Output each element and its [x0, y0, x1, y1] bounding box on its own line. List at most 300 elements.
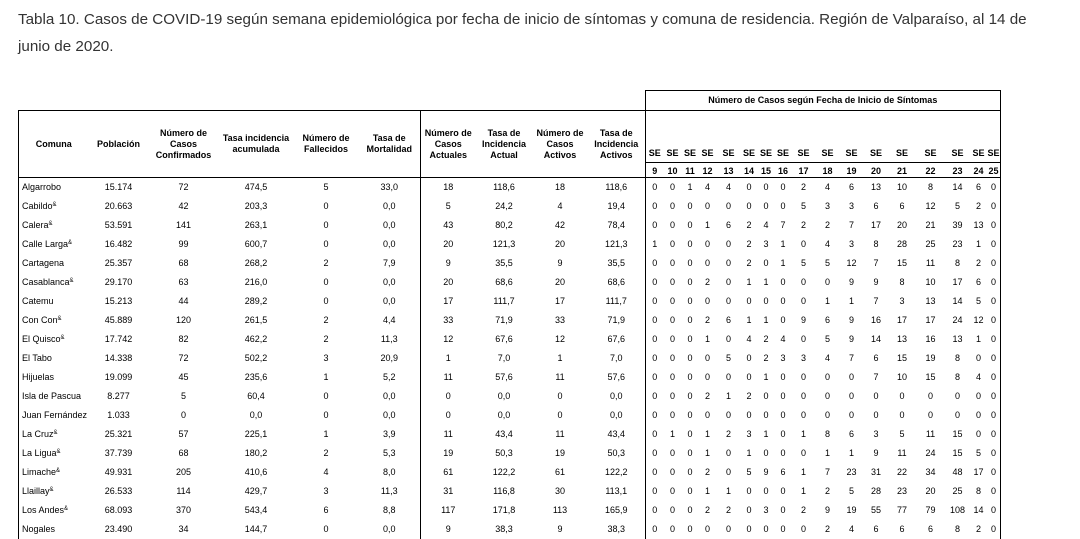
cell-week-count: 4: [848, 524, 854, 534]
cell-week-count: 0: [646, 178, 664, 198]
cell-week-count: 17: [870, 220, 881, 230]
cell-week-count: 0: [848, 372, 854, 382]
cell-fallecidos: 0: [323, 391, 329, 401]
table-row: [19, 311, 1001, 330]
cell-comuna: Llaillay&: [19, 482, 89, 501]
table-caption: Tabla 10. Casos de COVID-19 según semana epidemiológica por fecha de inicio de síntomas y comuna de residencia. Región de Valparaíso, al 14 de junio de 2020.: [18, 11, 1027, 55]
cell-week-count: 0: [704, 258, 710, 268]
cell-tasa-acum: 263,1: [244, 220, 268, 230]
cell-week-count: 7: [873, 258, 879, 268]
cell-week-count: 0: [646, 520, 664, 539]
cell-week-count: 0: [669, 505, 675, 515]
cell-tasa-activos: 7,0: [609, 353, 623, 363]
cell-tasa-actual: 80,2: [495, 220, 513, 230]
cell-week-count: 3: [848, 239, 854, 249]
cell-tasa-acum: 261,5: [244, 315, 268, 325]
cell-week-count: 0: [763, 524, 769, 534]
cell-week-count: 7: [780, 220, 786, 230]
cell-tasa-activos: 71,9: [607, 315, 626, 325]
cell-comuna: Hijuelas: [19, 368, 89, 387]
cell-week-count: 0: [687, 239, 693, 249]
cell-week-count: 0: [646, 254, 664, 273]
cell-activos: 113: [552, 505, 568, 515]
cell-week-count: 0: [646, 273, 664, 292]
cell-week-count: 13: [925, 296, 936, 306]
col-header-activos: Número de Casos Activos: [533, 111, 588, 178]
cell-week-count: 1: [824, 448, 830, 458]
cell-week-count: 14: [952, 296, 963, 306]
cell-week-count: 0: [704, 296, 710, 306]
cell-fallecidos: 2: [323, 334, 329, 344]
cell-week-count: 0: [780, 372, 786, 382]
cell-week-count: 0: [646, 425, 664, 444]
cell-week-count: 5: [899, 429, 905, 439]
cell-week-count: 1: [800, 486, 806, 496]
cell-week-count: 77: [896, 505, 907, 515]
cell-week-count: 2: [746, 258, 752, 268]
cell-tasa-acum: 180,2: [244, 448, 268, 458]
cell-week-count: 5: [824, 258, 830, 268]
cell-week-count: 7: [824, 467, 830, 477]
cell-week-count: 0: [988, 463, 1001, 482]
cell-week-count: 1: [824, 296, 830, 306]
cell-week-count: 0: [988, 444, 1001, 463]
cell-week-count: 0: [725, 258, 731, 268]
cell-week-count: 2: [704, 315, 710, 325]
cell-week-count: 1: [704, 448, 710, 458]
cell-week-count: 0: [687, 372, 693, 382]
cell-confirmados: 72: [178, 353, 189, 363]
cell-week-count: 0: [800, 524, 806, 534]
cell-poblacion: 23.490: [104, 524, 133, 534]
cell-week-count: 0: [763, 448, 769, 458]
cell-week-count: 28: [870, 486, 881, 496]
cell-week-count: 0: [899, 410, 905, 420]
cell-week-count: 0: [824, 372, 830, 382]
cell-week-count: 0: [646, 292, 664, 311]
col-header-actuales: Número de Casos Actuales: [421, 111, 476, 178]
cell-week-count: 0: [646, 463, 664, 482]
cell-week-count: 0: [725, 334, 731, 344]
cell-week-count: 0: [988, 501, 1001, 520]
cell-actuales: 18: [421, 178, 476, 198]
cell-tasa-acum: 268,2: [244, 258, 268, 268]
cell-week-count: 20: [896, 220, 907, 230]
cell-week-count: 0: [704, 524, 710, 534]
week-se-label: SE: [889, 111, 916, 163]
cell-week-count: 1: [848, 448, 854, 458]
cell-week-count: 0: [800, 391, 806, 401]
cell-tasa-activos: 43,4: [607, 429, 626, 439]
cell-comuna: Algarrobo: [19, 178, 89, 198]
cell-week-count: 17: [925, 315, 936, 325]
week-number-header: 14: [741, 163, 758, 178]
cell-week-count: 1: [763, 277, 769, 287]
week-se-label: SE: [741, 111, 758, 163]
cell-confirmados: 68: [178, 448, 189, 458]
cell-confirmados: 205: [175, 467, 192, 477]
cell-week-count: 0: [873, 410, 879, 420]
cell-week-count: 0: [800, 296, 806, 306]
col-header-comuna: Comuna: [19, 111, 89, 178]
cell-week-count: 0: [669, 486, 675, 496]
cell-fallecidos: 1: [323, 429, 329, 439]
cell-activos: 19: [554, 448, 565, 458]
cell-fallecidos: 4: [323, 467, 329, 477]
cell-week-count: 0: [687, 353, 693, 363]
cell-week-count: 0: [848, 410, 854, 420]
week-se-label: SE: [758, 111, 775, 163]
cell-week-count: 2: [725, 505, 731, 515]
cell-week-count: 11: [897, 448, 907, 458]
cell-week-count: 16: [870, 315, 881, 325]
comuna-footnote-mark: &: [56, 468, 61, 474]
cell-week-count: 6: [848, 429, 854, 439]
cell-week-count: 0: [687, 258, 693, 268]
week-number-header: 23: [946, 163, 970, 178]
cell-week-count: 0: [687, 201, 693, 211]
cell-tasa-actual: 7,0: [497, 353, 511, 363]
cell-week-count: 0: [687, 524, 693, 534]
cell-week-count: 0: [669, 353, 675, 363]
cell-week-count: 15: [896, 353, 907, 363]
cell-mortalidad: 0,0: [382, 239, 396, 249]
cell-week-count: 6: [780, 467, 786, 477]
cell-week-count: 6: [824, 315, 830, 325]
cell-week-count: 0: [927, 410, 933, 420]
cell-activos: 1: [557, 353, 563, 363]
cell-mortalidad: 3,9: [382, 429, 396, 439]
week-number-header: 24: [970, 163, 988, 178]
cell-week-count: 48: [952, 467, 963, 477]
cell-tasa-activos: 38,3: [607, 524, 626, 534]
cell-fallecidos: 0: [323, 410, 329, 420]
cell-fallecidos: 0: [323, 201, 329, 211]
cell-poblacion: 45.889: [104, 315, 133, 325]
cell-mortalidad: 20,9: [380, 353, 399, 363]
cell-tasa-activos: 118,6: [605, 182, 628, 192]
cell-week-count: 0: [704, 239, 710, 249]
cell-mortalidad: 0,0: [382, 391, 396, 401]
cell-week-count: 0: [646, 406, 664, 425]
comuna-footnote-mark: &: [53, 430, 58, 436]
cell-week-count: 0: [687, 467, 693, 477]
cell-week-count: 0: [704, 201, 710, 211]
cell-week-count: 8: [954, 353, 960, 363]
cell-week-count: 31: [870, 467, 881, 477]
cell-activos: 12: [554, 334, 565, 344]
week-number-header: 22: [916, 163, 946, 178]
cell-comuna: Los Andes&: [19, 501, 89, 520]
cell-week-count: 25: [925, 239, 936, 249]
cell-week-count: 6: [725, 315, 731, 325]
cell-poblacion: 29.170: [104, 277, 133, 287]
cell-week-count: 0: [746, 353, 752, 363]
cell-poblacion: 49.931: [104, 467, 133, 477]
table-row: [19, 216, 1001, 235]
cell-week-count: 20: [925, 486, 936, 496]
comuna-footnote-mark: &: [49, 487, 54, 493]
cell-confirmados: 45: [178, 372, 189, 382]
cell-actuales: 11: [421, 425, 476, 444]
cell-week-count: 5: [800, 258, 806, 268]
cell-comuna: Calera&: [19, 216, 89, 235]
cell-comuna: Casablanca&: [19, 273, 89, 292]
cell-confirmados: 68: [178, 258, 189, 268]
cell-tasa-actual: 0,0: [497, 391, 511, 401]
cell-week-count: 23: [846, 467, 857, 477]
cell-week-count: 10: [896, 372, 907, 382]
week-se-label: SE: [816, 111, 840, 163]
cell-week-count: 34: [925, 467, 936, 477]
cell-week-count: 0: [646, 197, 664, 216]
cell-tasa-actual: 35,5: [495, 258, 513, 268]
cell-week-count: 0: [669, 220, 675, 230]
cell-week-count: 3: [780, 353, 786, 363]
cell-week-count: 0: [725, 277, 731, 287]
cell-tasa-activos: 50,3: [607, 448, 626, 458]
cell-week-count: 3: [746, 429, 752, 439]
cell-week-count: 2: [824, 220, 830, 230]
cell-fallecidos: 2: [323, 448, 329, 458]
cell-week-count: 15: [896, 258, 907, 268]
cell-week-count: 4: [725, 182, 731, 192]
cell-week-count: 0: [780, 448, 786, 458]
cell-poblacion: 19.099: [104, 372, 133, 382]
cell-week-count: 2: [746, 220, 752, 230]
cell-week-count: 0: [646, 349, 664, 368]
cell-week-count: 0: [824, 391, 830, 401]
cell-week-count: 14: [952, 182, 963, 192]
cell-week-count: 0: [687, 410, 693, 420]
cell-week-count: 0: [669, 372, 675, 382]
cell-week-count: 17: [952, 277, 963, 287]
week-number-header: 12: [699, 163, 717, 178]
cell-actuales: 1: [421, 349, 476, 368]
cell-week-count: 0: [873, 391, 879, 401]
cell-week-count: 0: [725, 467, 731, 477]
cell-week-count: 3: [873, 429, 879, 439]
cell-week-count: 9: [848, 277, 854, 287]
cell-week-count: 9: [873, 448, 879, 458]
cell-week-count: 2: [975, 258, 981, 268]
cell-fallecidos: 0: [323, 220, 329, 230]
week-se-label: SE: [988, 111, 1001, 163]
cell-tasa-activos: 57,6: [607, 372, 626, 382]
cell-week-count: 22: [896, 467, 907, 477]
cell-week-count: 5: [954, 201, 960, 211]
table-row: [19, 330, 1001, 349]
cell-week-count: 8: [899, 277, 905, 287]
cell-week-count: 23: [952, 239, 963, 249]
cell-week-count: 28: [896, 239, 907, 249]
cell-actuales: 9: [421, 520, 476, 539]
table-row: [19, 501, 1001, 520]
cell-week-count: 0: [988, 387, 1001, 406]
cell-week-count: 0: [899, 391, 905, 401]
cell-week-count: 0: [800, 277, 806, 287]
cell-week-count: 0: [704, 353, 710, 363]
cell-week-count: 0: [988, 330, 1001, 349]
cell-actuales: 12: [421, 330, 476, 349]
cell-week-count: 0: [669, 315, 675, 325]
cell-week-count: 10: [896, 182, 907, 192]
cell-week-count: 0: [763, 258, 769, 268]
cell-activos: 4: [557, 201, 563, 211]
cell-tasa-acum: 543,4: [244, 505, 268, 515]
week-se-label: SE: [699, 111, 717, 163]
cell-actuales: 9: [421, 254, 476, 273]
cell-mortalidad: 0,0: [382, 296, 396, 306]
covid-cases-table: [18, 90, 1001, 539]
cell-week-count: 1: [800, 429, 806, 439]
cell-poblacion: 37.739: [104, 448, 133, 458]
cell-week-count: 0: [988, 349, 1001, 368]
cell-poblacion: 26.533: [104, 486, 133, 496]
cell-week-count: 0: [725, 372, 731, 382]
cell-confirmados: 141: [175, 220, 192, 230]
cell-week-count: 8: [954, 524, 960, 534]
cell-week-count: 17: [973, 467, 984, 477]
table-row: [19, 425, 1001, 444]
cell-week-count: 0: [687, 334, 693, 344]
cell-week-count: 4: [824, 239, 830, 249]
cell-mortalidad: 5,2: [382, 372, 396, 382]
cell-week-count: 4: [824, 182, 830, 192]
table-row: [19, 387, 1001, 406]
cell-week-count: 4: [824, 353, 830, 363]
cell-week-count: 8: [873, 239, 879, 249]
cell-tasa-acum: 216,0: [244, 277, 268, 287]
cell-actuales: 11: [421, 368, 476, 387]
cell-week-count: 11: [925, 258, 936, 268]
cell-tasa-acum: 289,2: [244, 296, 268, 306]
cell-confirmados: 0: [180, 410, 186, 420]
cell-week-count: 9: [848, 315, 854, 325]
cell-tasa-activos: 122,2: [604, 467, 628, 477]
cell-week-count: 0: [800, 372, 806, 382]
comuna-footnote-mark: &: [64, 506, 69, 512]
cell-tasa-acum: 600,7: [244, 239, 268, 249]
cell-week-count: 0: [687, 277, 693, 287]
cell-week-count: 1: [704, 486, 710, 496]
cell-week-count: 5: [746, 467, 752, 477]
cell-week-count: 6: [927, 524, 933, 534]
cell-confirmados: 34: [178, 524, 189, 534]
cell-week-count: 0: [988, 216, 1001, 235]
cell-week-count: 1: [746, 315, 752, 325]
cell-mortalidad: 8,8: [382, 505, 396, 515]
cell-week-count: 9: [824, 505, 830, 515]
cell-tasa-activos: 121,3: [604, 239, 628, 249]
cell-activos: 11: [555, 372, 565, 382]
cell-week-count: 6: [899, 524, 905, 534]
cell-week-count: 0: [687, 448, 693, 458]
cell-actuales: 0: [421, 387, 476, 406]
cell-week-count: 0: [669, 410, 675, 420]
week-se-label: SE: [717, 111, 741, 163]
table-row: [19, 406, 1001, 425]
cell-week-count: 0: [800, 239, 806, 249]
cell-week-count: 0: [780, 391, 786, 401]
cell-week-count: 0: [800, 410, 806, 420]
cell-week-count: 0: [927, 391, 933, 401]
cell-mortalidad: 5,3: [382, 448, 396, 458]
table-row: [19, 235, 1001, 254]
cell-tasa-acum: 502,2: [244, 353, 268, 363]
cell-activos: 17: [554, 296, 565, 306]
cell-tasa-acum: 474,5: [244, 182, 268, 192]
table-row: [19, 463, 1001, 482]
cell-actuales: 19: [421, 444, 476, 463]
cell-fallecidos: 6: [323, 505, 329, 515]
cell-poblacion: 25.357: [104, 258, 133, 268]
cell-week-count: 5: [800, 201, 806, 211]
cell-week-count: 0: [746, 486, 752, 496]
cell-week-count: 9: [800, 315, 806, 325]
cell-activos: 0: [557, 410, 563, 420]
cell-week-count: 10: [925, 277, 936, 287]
week-number-header: 21: [889, 163, 916, 178]
cell-poblacion: 25.321: [104, 429, 133, 439]
cell-week-count: 0: [763, 410, 769, 420]
cell-week-count: 0: [646, 330, 664, 349]
cell-week-count: 1: [975, 334, 981, 344]
cell-tasa-activos: 78,4: [607, 220, 626, 230]
cell-week-count: 1: [704, 220, 710, 230]
cell-week-count: 0: [988, 273, 1001, 292]
cell-tasa-activos: 35,5: [607, 258, 626, 268]
cell-week-count: 0: [687, 429, 693, 439]
cell-week-count: 1: [763, 315, 769, 325]
week-number-header: 13: [717, 163, 741, 178]
cell-week-count: 11: [925, 429, 936, 439]
cell-poblacion: 15.174: [104, 182, 133, 192]
cell-week-count: 17: [896, 315, 907, 325]
cell-week-count: 0: [763, 391, 769, 401]
cell-week-count: 0: [988, 406, 1001, 425]
cell-week-count: 7: [848, 220, 854, 230]
cell-actuales: 5: [421, 197, 476, 216]
cell-week-count: 5: [824, 334, 830, 344]
cell-week-count: 0: [669, 296, 675, 306]
cell-week-count: 6: [873, 201, 879, 211]
cell-week-count: 0: [669, 239, 675, 249]
cell-confirmados: 72: [178, 182, 189, 192]
cell-tasa-actual: 24,2: [495, 201, 513, 211]
cell-week-count: 24: [925, 448, 936, 458]
cell-week-count: 7: [873, 372, 879, 382]
cell-tasa-acum: 60,4: [247, 391, 265, 401]
week-se-label: SE: [840, 111, 864, 163]
cell-week-count: 6: [873, 353, 879, 363]
cell-week-count: 0: [725, 201, 731, 211]
cell-week-count: 1: [800, 467, 806, 477]
cell-activos: 20: [554, 277, 565, 287]
cell-tasa-actual: 121,3: [492, 239, 516, 249]
cell-week-count: 2: [824, 524, 830, 534]
cell-week-count: 1: [646, 235, 664, 254]
cell-week-count: 0: [780, 201, 786, 211]
cell-week-count: 21: [925, 220, 936, 230]
cell-week-count: 0: [669, 391, 675, 401]
cell-activos: 18: [554, 182, 565, 192]
cell-week-count: 7: [848, 353, 854, 363]
cell-actuales: 0: [421, 406, 476, 425]
comuna-footnote-mark: &: [68, 240, 73, 246]
cell-week-count: 0: [746, 505, 752, 515]
cell-week-count: 0: [780, 410, 786, 420]
